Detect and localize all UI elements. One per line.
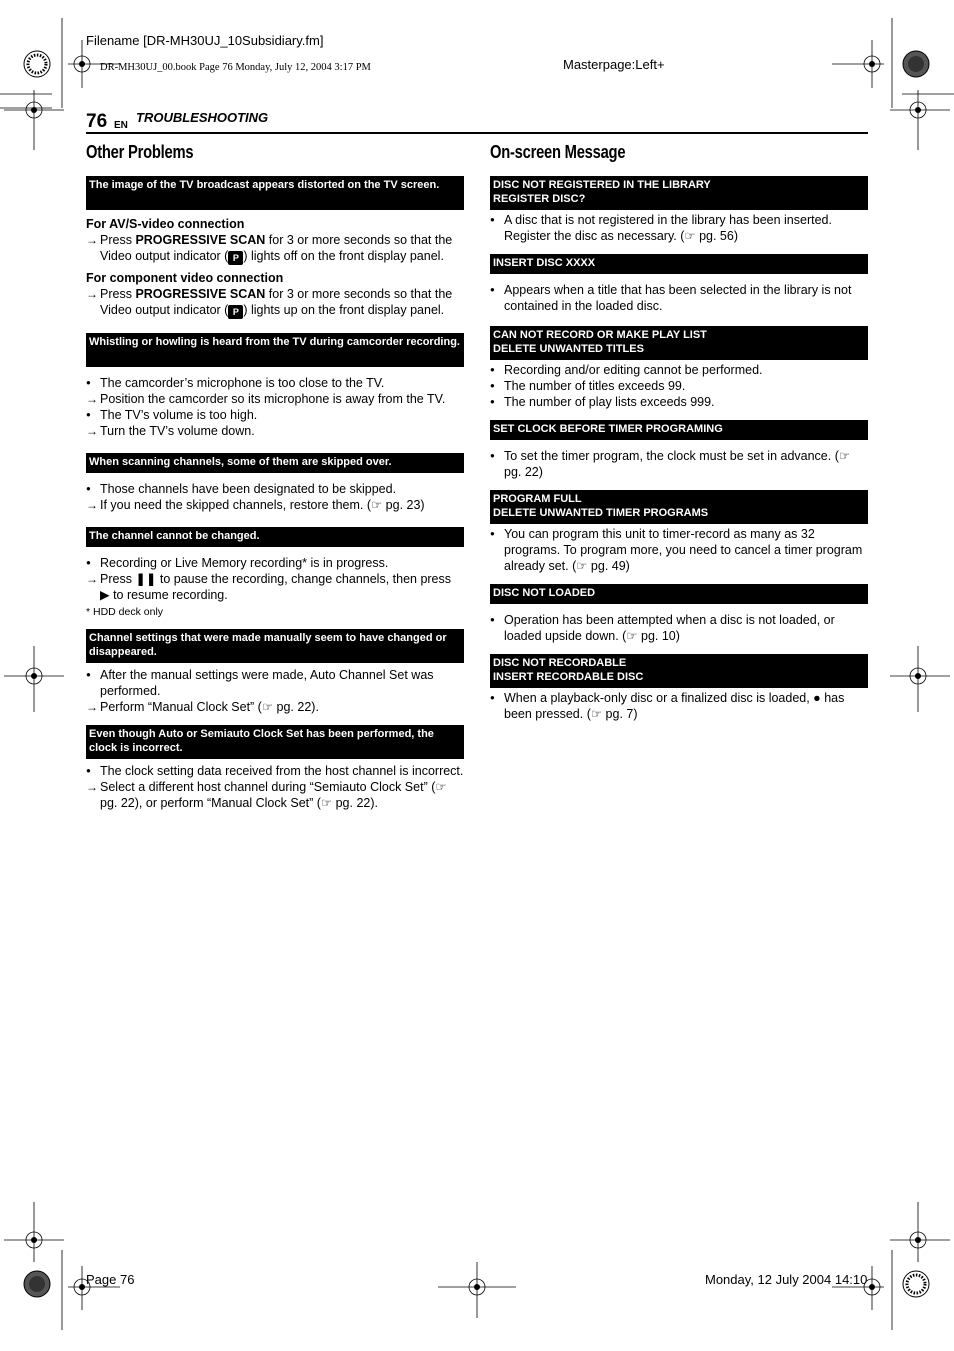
problem-heading: The image of the TV broadcast appears distorted on the TV screen. <box>86 176 464 210</box>
footer-page: Page 76 <box>86 1272 135 1287</box>
list-item: ● When a playback-only disc or a finalized disc is loaded, ● has been pressed. (☞ pg. 7) <box>490 690 868 722</box>
message-block-insert-disc <box>490 254 868 314</box>
page-number: 76 <box>86 111 108 132</box>
message-heading: PROGRAM FULL DELETE UNWANTED TIMER PROGRAMS <box>490 490 868 524</box>
list-item: → Position the camcorder so its microphone is away from the TV. <box>86 391 464 407</box>
message-heading: DISC NOT LOADED <box>490 584 868 604</box>
list-item: ● You can program this unit to timer-record as many as 32 programs. To program more, you need to cancel a timer program already set. (☞ pg. 49) <box>490 526 868 574</box>
problem-heading: Whistling or howling is heard from the TV during camcorder recording. <box>86 333 464 367</box>
message-heading: SET CLOCK BEFORE TIMER PROGRAMING <box>490 420 868 440</box>
left-column <box>86 139 464 821</box>
problem-heading: Even though Auto or Semiauto Clock Set has been performed, the clock is incorrect. <box>86 725 464 759</box>
problem-heading: The channel cannot be changed. <box>86 527 464 547</box>
problem-block-whistling <box>86 333 464 439</box>
problem-block-clock-incorrect <box>86 725 464 811</box>
masterpage-label: Masterpage:Left+ <box>563 57 665 72</box>
list-item: → If you need the skipped channels, restore them. (☞ pg. 23) <box>86 497 464 513</box>
list-item: ● The number of titles exceeds 99. <box>490 378 868 394</box>
list-item: ● Those channels have been designated to be skipped. <box>86 481 464 497</box>
filename-label: Filename [DR-MH30UJ_10Subsidiary.fm] <box>86 33 324 48</box>
list-item: → Press ❚❚ to pause the recording, change channels, then press ▶ to resume recording. <box>86 571 464 603</box>
problem-block-channel-unchangeable <box>86 527 464 619</box>
subheading: For AV/S-video connection <box>86 217 245 231</box>
list-item: ● The TV’s volume is too high. <box>86 407 464 423</box>
message-block-set-clock <box>490 420 868 480</box>
subheading: For component video connection <box>86 271 284 285</box>
problem-heading: When scanning channels, some of them are skipped over. <box>86 453 464 473</box>
message-heading: DISC NOT RECORDABLE INSERT RECORDABLE DISC <box>490 654 868 688</box>
page-header <box>86 110 868 134</box>
message-heading: CAN NOT RECORD OR MAKE PLAY LIST DELETE UNWANTED TITLES <box>490 326 868 360</box>
right-column <box>490 139 868 732</box>
list-item: ● Appears when a title that has been selected in the library is not contained in the loaded disc. <box>490 282 868 314</box>
footer-date: Monday, 12 July 2004 14:10 <box>705 1272 868 1287</box>
section-title-other-problems: Other Problems <box>86 142 194 162</box>
list-item: ● A disc that is not registered in the library has been inserted. Register the disc as necessary. (☞ pg. 56) <box>490 212 868 244</box>
list-item: ● The camcorder’s microphone is too close to the TV. <box>86 375 464 391</box>
problem-heading: Channel settings that were made manually seem to have changed or disappeared. <box>86 629 464 663</box>
section-name: TROUBLESHOOTING <box>136 110 269 125</box>
message-block-disc-not-registered <box>490 176 868 244</box>
footnote: * HDD deck only <box>86 606 164 618</box>
list-item: → Turn the TV’s volume down. <box>86 423 464 439</box>
list-item: ● To set the timer program, the clock must be set in advance. (☞ pg. 22) <box>490 448 868 480</box>
message-heading: INSERT DISC XXXX <box>490 254 868 274</box>
message-heading: DISC NOT REGISTERED IN THE LIBRARY REGISTER DISC? <box>490 176 868 210</box>
message-block-disc-not-recordable <box>490 654 868 722</box>
progressive-indicator-icon: P <box>228 251 243 265</box>
message-block-disc-not-loaded <box>490 584 868 644</box>
section-title-on-screen-message: On-screen Message <box>490 142 626 162</box>
book-info: DR-MH30UJ_00.book Page 76 Monday, July 12, 2004 3:17 PM <box>100 62 371 73</box>
list-item: → Press PROGRESSIVE SCAN for 3 or more seconds so that the Video output indicator ( P ) lights up on the front display panel. <box>86 286 464 319</box>
problem-block-tv-distorted <box>86 176 464 319</box>
problem-block-channel-settings <box>86 629 464 715</box>
list-item: ● After the manual settings were made, Auto Channel Set was performed. <box>86 667 464 699</box>
list-item: ● Recording and/or editing cannot be performed. <box>490 362 868 378</box>
progressive-indicator-icon: P <box>228 305 243 319</box>
list-item: ● Recording or Live Memory recording* is in progress. <box>86 555 464 571</box>
language-code: EN <box>114 120 128 131</box>
list-item: ● The number of play lists exceeds 999. <box>490 394 868 410</box>
list-item: → Perform “Manual Clock Set” (☞ pg. 22). <box>86 699 464 715</box>
message-block-program-full <box>490 490 868 574</box>
list-item: → Press PROGRESSIVE SCAN for 3 or more seconds so that the Video output indicator ( P ) lights off on the front display panel. <box>86 232 464 265</box>
list-item: ● Operation has been attempted when a disc is not loaded, or loaded upside down. (☞ pg. 10) <box>490 612 868 644</box>
problem-block-skipped-channels <box>86 453 464 513</box>
message-block-can-not-record <box>490 326 868 410</box>
list-item: ● The clock setting data received from the host channel is incorrect. <box>86 763 464 779</box>
list-item: → Select a different host channel during “Semiauto Clock Set” (☞ pg. 22), or perform “Manual Clock Set” (☞ pg. 22). <box>86 779 464 811</box>
